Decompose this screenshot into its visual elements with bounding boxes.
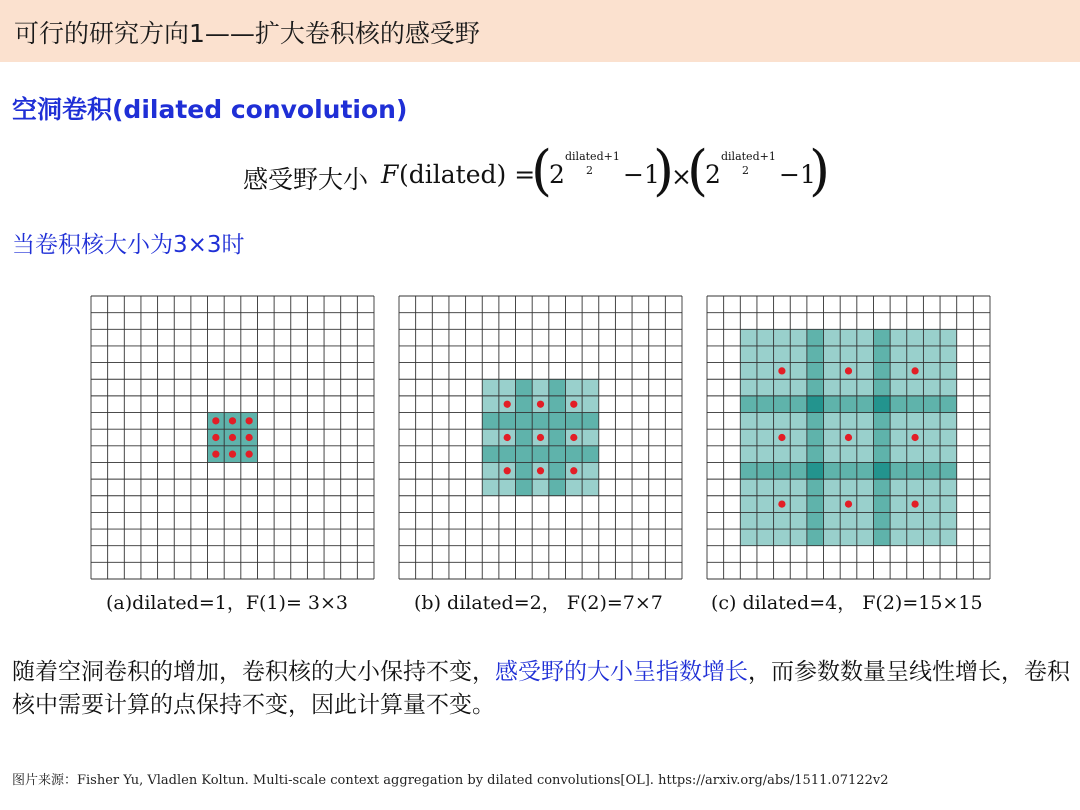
shaded-cell [807,496,824,513]
shaded-cell [940,329,957,346]
kernel-point [778,434,785,441]
shaded-cell [516,462,533,479]
shaded-cell [532,379,549,396]
kernel-point [570,434,577,441]
shaded-cell [873,346,890,363]
shaded-cell [757,396,774,413]
formula-func: F [381,160,399,189]
dilation-grid-b [398,295,683,580]
shaded-cell [582,379,599,396]
shaded-cell [757,512,774,529]
shaded-cell [807,429,824,446]
formula-exp-num-1: dilated+1 [565,150,620,163]
dilation-grid-a [90,295,375,580]
shaded-cell [482,413,499,430]
formula-arg: (dilated) = [399,160,536,189]
kernel-point [778,367,785,374]
shaded-cell [940,462,957,479]
kernel-point [570,401,577,408]
shaded-cell [857,512,874,529]
shaded-cell [840,379,857,396]
shaded-cell [757,413,774,430]
shaded-cell [890,396,907,413]
shaded-cell [940,363,957,380]
formula-rparen-2: ) [809,139,831,202]
shaded-cell [890,346,907,363]
shaded-cell [516,413,533,430]
shaded-cell [582,413,599,430]
shaded-cell [740,413,757,430]
shaded-cell [774,379,791,396]
shaded-cell [907,529,924,546]
caption-b: (b) dilated=2， F(2)=7×7 [414,592,663,614]
shaded-cell [549,379,566,396]
shaded-cell [923,346,940,363]
shaded-cell [857,496,874,513]
slide-subtitle: 空洞卷积(dilated convolution) [12,95,408,124]
kernel-point [845,367,852,374]
shaded-cell [923,363,940,380]
shaded-cell [873,413,890,430]
shaded-cell [549,396,566,413]
shaded-cell [824,396,841,413]
shaded-cell [824,529,841,546]
kernel-point [212,417,219,424]
kernel-point [229,434,236,441]
shaded-cell [890,379,907,396]
kernel-point [504,401,511,408]
shaded-cell [757,446,774,463]
shaded-cell [790,479,807,496]
shaded-cell [807,396,824,413]
kernel-point [845,434,852,441]
shaded-cell [873,479,890,496]
shaded-cell [532,413,549,430]
shaded-cell [824,496,841,513]
shaded-cell [757,329,774,346]
shaded-cell [582,462,599,479]
shaded-cell [499,446,516,463]
shaded-cell [807,462,824,479]
shaded-cell [499,379,516,396]
shaded-cell [940,512,957,529]
kernel-point [246,434,253,441]
shaded-cell [790,462,807,479]
shaded-cell [940,396,957,413]
shaded-cell [890,329,907,346]
shaded-cell [774,512,791,529]
kernel-point [911,367,918,374]
shaded-cell [482,462,499,479]
shaded-cell [873,329,890,346]
formula-minus-1: −1 [623,160,660,189]
shaded-cell [923,379,940,396]
image-source-citation: 图片来源：Fisher Yu, Vladlen Koltun. Multi-scale context aggregation by dilated convolutions[OL]. https://arxiv.org/abs/1511.07122v2 [12,773,889,788]
kernel-point [845,500,852,507]
shaded-cell [740,396,757,413]
shaded-cell [774,396,791,413]
shaded-cell [774,329,791,346]
kernel-point [504,467,511,474]
shaded-cell [516,379,533,396]
shaded-cell [824,413,841,430]
shaded-cell [807,363,824,380]
summary-text-after: ，而参数数量呈线性增长，卷积核中需要计算的点保持不变，因此计算量不变。 [12,659,1070,718]
shaded-cell [923,512,940,529]
shaded-cell [907,329,924,346]
shaded-cell [840,396,857,413]
shaded-cell [840,346,857,363]
dilation-grid-c [706,295,991,580]
kernel-point [570,467,577,474]
shaded-cell [582,429,599,446]
shaded-cell [890,529,907,546]
shaded-cell [807,446,824,463]
formula-base-1: 2 [549,160,565,189]
shaded-cell [757,346,774,363]
shaded-cell [890,462,907,479]
shaded-cell [482,396,499,413]
formula-times: × [671,162,692,191]
shaded-cell [807,329,824,346]
shaded-cell [857,479,874,496]
shaded-cell [740,429,757,446]
shaded-cell [757,429,774,446]
shaded-cell [482,479,499,496]
kernel-point [504,434,511,441]
shaded-cell [740,329,757,346]
shaded-cell [907,379,924,396]
shaded-cell [565,413,582,430]
shaded-cell [857,379,874,396]
shaded-cell [873,462,890,479]
shaded-cell [857,429,874,446]
shaded-cell [923,396,940,413]
shaded-cell [532,446,549,463]
shaded-cell [582,479,599,496]
shaded-cell [565,379,582,396]
shaded-cell [740,512,757,529]
shaded-cell [565,479,582,496]
shaded-cell [774,346,791,363]
shaded-cell [923,329,940,346]
shaded-cell [890,413,907,430]
shaded-cell [824,329,841,346]
shaded-cell [807,346,824,363]
shaded-cell [940,413,957,430]
shaded-cell [790,329,807,346]
shaded-cell [482,446,499,463]
receptive-field-formula [243,140,843,210]
title-bar [0,0,1080,62]
shaded-cell [923,496,940,513]
shaded-cell [499,479,516,496]
kernel-point [229,417,236,424]
caption-a: (a)dilated=1，F(1)= 3×3 [106,592,348,614]
shaded-cell [923,529,940,546]
shaded-cell [923,462,940,479]
shaded-cell [774,462,791,479]
shaded-cell [857,363,874,380]
shaded-cell [824,363,841,380]
shaded-cell [824,429,841,446]
shaded-cell [757,379,774,396]
shaded-cell [740,479,757,496]
shaded-cell [873,363,890,380]
shaded-cell [890,446,907,463]
formula-exp-num-2: dilated+1 [721,150,776,163]
shaded-cell [824,512,841,529]
shaded-cell [890,429,907,446]
formula-base-2: 2 [705,160,721,189]
formula-exp-den-2: 2 [742,164,749,177]
kernel-point [537,434,544,441]
shaded-cell [940,429,957,446]
shaded-cell [824,462,841,479]
shaded-cell [790,379,807,396]
formula-label: 感受野大小 [243,165,369,194]
shaded-cell [740,346,757,363]
shaded-cell [907,512,924,529]
shaded-cell [940,346,957,363]
shaded-cell [940,479,957,496]
kernel-point [246,451,253,458]
shaded-cell [740,529,757,546]
shaded-cell [790,446,807,463]
shaded-cell [940,496,957,513]
shaded-cell [516,479,533,496]
shaded-cell [549,446,566,463]
shaded-cell [516,396,533,413]
shaded-cell [907,346,924,363]
formula-lparen-1: ( [531,139,553,202]
shaded-cell [890,479,907,496]
shaded-cell [482,379,499,396]
kernel-point [537,467,544,474]
shaded-cell [940,529,957,546]
shaded-cell [873,429,890,446]
formula-lparen-2: ( [687,139,709,202]
shaded-cell [824,479,841,496]
shaded-cell [740,446,757,463]
shaded-cell [873,529,890,546]
shaded-cell [857,329,874,346]
kernel-point [212,434,219,441]
shaded-cell [774,413,791,430]
shaded-cell [549,462,566,479]
kernel-point [246,417,253,424]
shaded-cell [857,446,874,463]
shaded-cell [923,479,940,496]
shaded-cell [549,429,566,446]
shaded-cell [807,413,824,430]
shaded-cell [740,462,757,479]
shaded-cell [740,496,757,513]
shaded-cell [774,479,791,496]
shaded-cell [790,396,807,413]
kernel-point [778,500,785,507]
shaded-cell [907,446,924,463]
formula-rparen-1: ) [653,139,675,202]
shaded-cell [923,429,940,446]
shaded-cell [907,396,924,413]
formula-minus-2: −1 [779,160,816,189]
shaded-cell [516,429,533,446]
shaded-cell [532,479,549,496]
shaded-cell [757,496,774,513]
shaded-cell [840,329,857,346]
shaded-cell [549,479,566,496]
shaded-cell [840,512,857,529]
kernel-size-note: 当卷积核大小为3×3时 [12,232,245,258]
kernel-point [911,500,918,507]
shaded-cell [824,379,841,396]
shaded-cell [857,346,874,363]
kernel-point [911,434,918,441]
shaded-cell [824,346,841,363]
shaded-cell [873,496,890,513]
shaded-cell [873,446,890,463]
shaded-cell [890,363,907,380]
shaded-cell [790,413,807,430]
shaded-cell [757,462,774,479]
shaded-cell [923,446,940,463]
summary-paragraph [12,656,1072,722]
shaded-cell [907,413,924,430]
shaded-cell [807,379,824,396]
shaded-cell [857,396,874,413]
shaded-cell [857,529,874,546]
shaded-cell [923,413,940,430]
shaded-cell [890,512,907,529]
kernel-point [537,401,544,408]
shaded-cell [840,413,857,430]
shaded-cell [757,363,774,380]
shaded-cell [940,379,957,396]
shaded-cell [790,529,807,546]
shaded-cell [516,446,533,463]
shaded-cell [774,529,791,546]
shaded-cell [790,429,807,446]
summary-highlight: 感受野的大小呈指数增长 [495,659,748,685]
shaded-cell [840,529,857,546]
shaded-cell [790,512,807,529]
shaded-cell [790,363,807,380]
formula-exp-den-1: 2 [586,164,593,177]
shaded-cell [873,396,890,413]
kernel-point [212,451,219,458]
shaded-cell [940,446,957,463]
shaded-cell [890,496,907,513]
shaded-cell [824,446,841,463]
shaded-cell [582,396,599,413]
slide-title: 可行的研究方向1——扩大卷积核的感受野 [14,19,480,48]
shaded-cell [857,413,874,430]
shaded-cell [757,529,774,546]
shaded-cell [774,446,791,463]
shaded-cell [499,413,516,430]
shaded-cell [840,479,857,496]
shaded-cell [757,479,774,496]
shaded-cell [582,446,599,463]
shaded-cell [740,363,757,380]
summary-text-before: 随着空洞卷积的增加，卷积核的大小保持不变， [12,659,495,685]
shaded-cell [807,529,824,546]
shaded-cell [790,496,807,513]
shaded-cell [740,379,757,396]
shaded-cell [790,346,807,363]
shaded-cell [840,446,857,463]
caption-c: (c) dilated=4， F(2)=15×15 [711,592,983,614]
shaded-cell [549,413,566,430]
kernel-point [229,451,236,458]
shaded-cell [840,462,857,479]
shaded-cell [907,479,924,496]
shaded-cell [565,446,582,463]
shaded-cell [873,379,890,396]
shaded-cell [807,479,824,496]
shaded-cell [873,512,890,529]
shaded-cell [907,462,924,479]
shaded-cell [807,512,824,529]
shaded-cell [857,462,874,479]
shaded-cell [482,429,499,446]
